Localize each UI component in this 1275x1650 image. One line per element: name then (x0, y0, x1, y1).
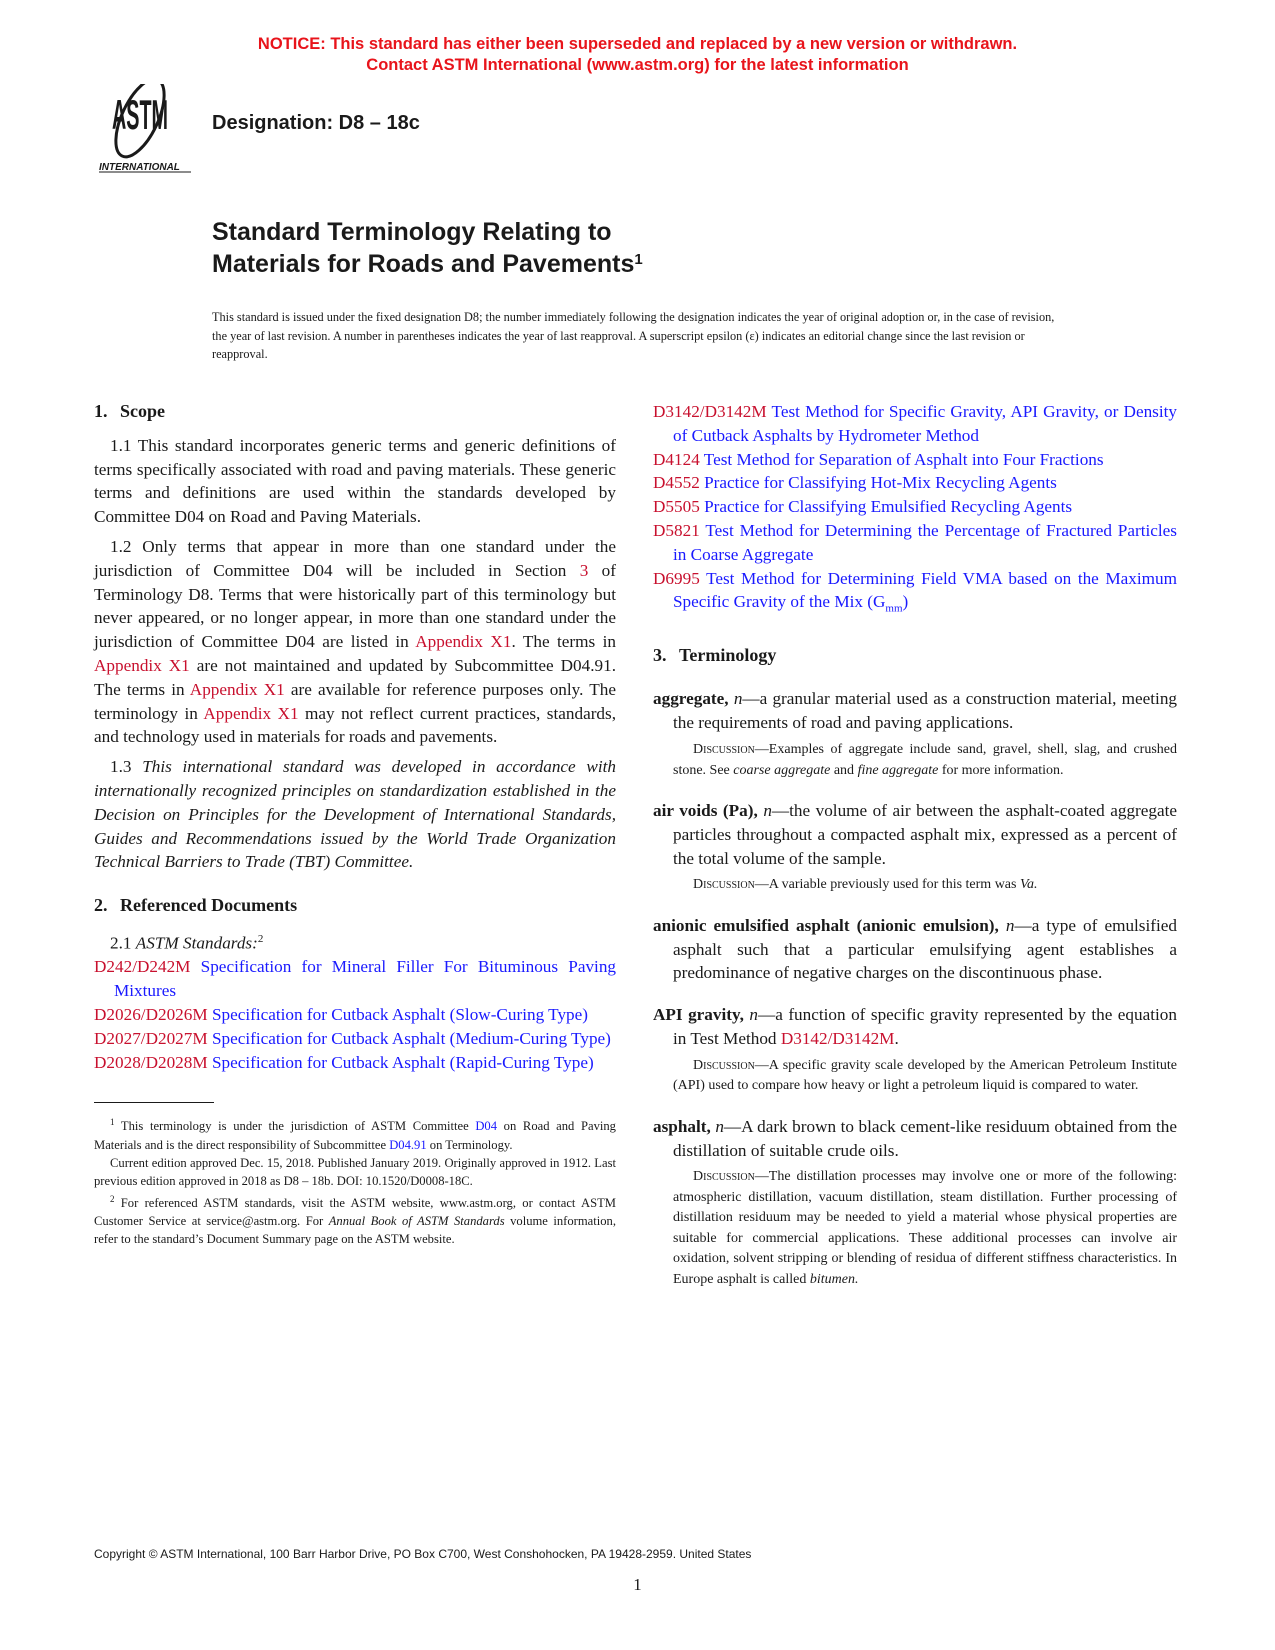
page-number: 1 (633, 1575, 642, 1594)
reference-item[interactable]: D3142/D3142M Test Method for Specific Gravity, API Gravity, or Density of Cutback Asphalts by Hydrometer Method (653, 402, 1177, 445)
reference-item[interactable]: D5505 Practice for Classifying Emulsified Recycling Agents (653, 497, 1073, 517)
footnote-2: $^2$ For referenced ASTM standards, visit the ASTM website, www.astm.org, or contact ASTM Customer Service at service@astm.org. For Annual Book of ASTM Standards volume information, refer to the standard’s Document Summary page on the ASTM website. (94, 1193, 616, 1246)
reference-item[interactable]: D5821 Test Method for Determining the Percentage of Fractured Particles in Coarse Aggregate (653, 520, 1177, 564)
reference-item[interactable]: D6995 Test Method for Determining Field VMA based on the Maximum Specific Gravity of the Mix $(G_{mm})$ (653, 568, 1177, 615)
footnote-2-mark[interactable]: 2 (257, 932, 264, 945)
footnote-1: $^1$ This terminology is under the jurisdiction of ASTM Committee D04 on Road and Paving Materials and is the direct responsibility of Subcommittee D04.91 on Terminology. (94, 1117, 616, 1152)
appendix-x1-link[interactable]: Appendix X1 (415, 632, 512, 652)
right-column (653, 400, 1177, 1290)
discussion-air-voids: Discussion—A variable previously used for this term was Va. (693, 877, 1038, 893)
notice-line-1: NOTICE: This standard has either been superseded and replaced by a new version or withdrawn. (257, 35, 1018, 53)
astm-standards-subheading: 2.1 ASTM Standards:$^2$ (110, 932, 264, 953)
term-air-voids: air voids (Pa), n—the volume of air between the asphalt-coated aggregate particles throughout a compacted asphalt mix, expressed as a percent of the total volume of the sample. (653, 801, 1178, 868)
title-line-2: Materials for Roads and Pavements$^1$ (212, 250, 643, 278)
svg-text:ASTM: ASTM (112, 90, 168, 139)
reference-item[interactable]: D4124 Test Method for Separation of Asphalt into Four Fractions (653, 449, 1104, 469)
appendix-x1-link[interactable]: Appendix X1 (94, 655, 190, 675)
reference-item[interactable]: D242/D242M Specification for Mineral Filler For Bituminous Paving Mixtures (94, 957, 617, 1001)
reference-item[interactable]: D2027/D2027M Specification for Cutback Asphalt (Medium-Curing Type) (94, 1028, 611, 1048)
designation: Designation: D8 – 18c (212, 112, 420, 134)
document-title (212, 216, 643, 280)
d3142-link[interactable]: D3142/D3142M (780, 1029, 895, 1049)
term-api-gravity: API gravity, n—a function of specific gravity represented by the equation in Test Method D3142/D3142M. (653, 1005, 1177, 1049)
section-3-heading: 3. Terminology (653, 644, 777, 665)
title-line-1: Standard Terminology Relating to (212, 218, 612, 246)
para-1-2: 1.2 Only terms that appear in more than one standard under the jurisdiction of Committee D04 will be included in Section 3 of Terminology D8. Terms that were historically part of this terminology but never appeared, or no longer appear, in more than one standard under the jurisdiction of Committee D04 are listed in Appendix X1. The terms in Appendix X1 are not maintained and updated by Subcommittee D04.91. The terms in Appendix X1 are available for reference purposes only. The terminology in Appendix X1 may not reflect current practices, standards, and technology used in materials for roads and pavements. (94, 536, 617, 747)
footnote-1-mark[interactable]: 1 (634, 251, 643, 268)
discussion-asphalt: Discussion—The distillation processes may involve one or more of the following: atmospheric distillation, vacuum distillation, steam distillation. Further processing of distillation residuum may be needed to yield a material whose physical properties are suitable for commercial applications. These additional processes can involve air oxidation, solvent stripping or blending of residua of different stiffness characteristics. In Europe asphalt is called bitumen. (673, 1169, 1177, 1287)
issued-note: This standard is issued under the fixed designation D8; the number immediately following the designation indicates the year of original adoption or, in the case of revision, the year of last revision. A number in parentheses indicates the year of last reapproval. A superscript epsilon (ε) indicates an editorial change since the last revision or reapproval. (212, 310, 1055, 361)
withdrawal-notice (0, 34, 1275, 76)
left-column (94, 400, 616, 1248)
term-anionic-emulsified-asphalt: anionic emulsified asphalt (anionic emulsion), n—a type of emulsified asphalt such that a particular emulsifying agent establishes a predominance of negative charges on the discontinuous phase. (653, 915, 1177, 983)
astm-logo (96, 84, 196, 176)
section-1-heading: 1. Scope (94, 401, 165, 421)
reference-item[interactable]: D4552 Practice for Classifying Hot-Mix Recycling Agents (653, 473, 1057, 493)
section-3-link[interactable]: 3 (579, 560, 589, 580)
discussion-api-gravity: Discussion—A specific gravity scale developed by the American Petroleum Institute (API) used to compare how heavy or light a petroleum liquid is compared to water. (673, 1057, 1177, 1094)
astm-logo-icon (96, 84, 196, 176)
committee-d04-link[interactable]: D04 (475, 1119, 498, 1134)
para-1-3: 1.3 This international standard was developed in accordance with internationally recognized principles on standardization established in the Decision on Principles for the Development of International Standards, Guides and Recommendations issued by the World Trade Organization Technical Barriers to Trade (TBT) Committee. (94, 757, 616, 872)
term-aggregate: aggregate, n—a granular material used as a construction material, meeting the requirements of road and paving applications. (653, 689, 1178, 733)
notice-line-2: Contact ASTM International (www.astm.org) for the latest information (366, 56, 909, 74)
reference-item[interactable]: D2026/D2026M Specification for Cutback Asphalt (Slow-Curing Type) (94, 1005, 588, 1025)
footnote-divider (94, 1102, 214, 1103)
subcommittee-d04-91-link[interactable]: D04.91 (389, 1137, 427, 1152)
appendix-x1-link[interactable]: Appendix X1 (203, 703, 299, 723)
discussion-aggregate: Discussion—Examples of aggregate include sand, gravel, shell, slag, and crushed stone. See coarse aggregate and fine aggregate for more information. (673, 742, 1177, 778)
term-asphalt: asphalt, n—A dark brown to black cement-like residuum obtained from the distillation of suitable crude oils. (653, 1116, 1178, 1160)
appendix-x1-link[interactable]: Appendix X1 (189, 679, 285, 699)
edition-note: Current edition approved Dec. 15, 2018. Published January 2019. Originally approved in 1912. Last previous edition approved in 2018 as D8 – 18b. DOI: 10.1520/D0008-18C. (94, 1155, 616, 1188)
svg-text:INTERNATIONAL: INTERNATIONAL (99, 162, 180, 173)
copyright-line: Copyright © ASTM International, 100 Barr Harbor Drive, PO Box C700, West Conshohocken, PA 19428-2959. United States (94, 1547, 752, 1561)
reference-item[interactable]: D2028/D2028M Specification for Cutback Asphalt (Rapid-Curing Type) (94, 1052, 594, 1072)
para-1-1: 1.1 This standard incorporates generic terms and generic definitions of terms specifically associated with road and paving materials. These generic terms and definitions are used within the standards developed by Committee D04 on Road and Paving Materials. (94, 435, 616, 527)
section-2-heading: 2. Referenced Documents (94, 895, 298, 916)
